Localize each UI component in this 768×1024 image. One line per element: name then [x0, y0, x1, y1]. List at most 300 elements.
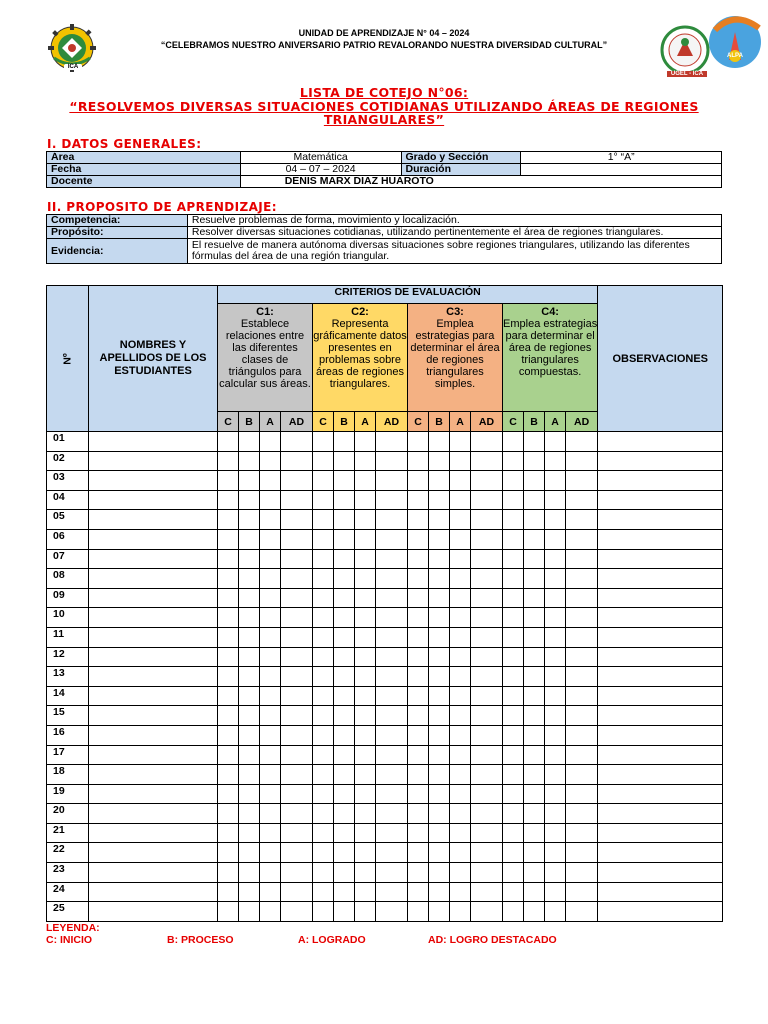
score-cell[interactable]	[313, 490, 334, 510]
score-cell[interactable]	[218, 627, 239, 647]
score-cell[interactable]	[355, 745, 376, 765]
score-cell[interactable]	[545, 823, 566, 843]
score-cell[interactable]	[408, 863, 429, 883]
score-cell[interactable]	[376, 529, 408, 549]
score-cell[interactable]	[566, 627, 598, 647]
score-cell[interactable]	[281, 843, 313, 863]
score-cell[interactable]	[545, 647, 566, 667]
score-cell[interactable]	[524, 686, 545, 706]
score-cell[interactable]	[281, 471, 313, 491]
score-cell[interactable]	[281, 490, 313, 510]
score-cell[interactable]	[334, 608, 355, 628]
score-cell[interactable]	[566, 647, 598, 667]
score-cell[interactable]	[471, 686, 503, 706]
score-cell[interactable]	[260, 490, 281, 510]
score-cell[interactable]	[450, 569, 471, 589]
score-cell[interactable]	[545, 451, 566, 471]
observation-cell[interactable]	[598, 725, 723, 745]
student-name-cell[interactable]	[89, 588, 218, 608]
score-cell[interactable]	[545, 745, 566, 765]
score-cell[interactable]	[281, 686, 313, 706]
score-cell[interactable]	[313, 432, 334, 452]
score-cell[interactable]	[376, 765, 408, 785]
score-cell[interactable]	[218, 882, 239, 902]
score-cell[interactable]	[566, 588, 598, 608]
observation-cell[interactable]	[598, 529, 723, 549]
score-cell[interactable]	[408, 823, 429, 843]
score-cell[interactable]	[545, 588, 566, 608]
score-cell[interactable]	[429, 588, 450, 608]
score-cell[interactable]	[281, 627, 313, 647]
score-cell[interactable]	[503, 627, 524, 647]
score-cell[interactable]	[376, 451, 408, 471]
score-cell[interactable]	[566, 510, 598, 530]
score-cell[interactable]	[281, 882, 313, 902]
score-cell[interactable]	[545, 804, 566, 824]
score-cell[interactable]	[218, 765, 239, 785]
score-cell[interactable]	[334, 863, 355, 883]
score-cell[interactable]	[545, 627, 566, 647]
score-cell[interactable]	[260, 569, 281, 589]
score-cell[interactable]	[503, 863, 524, 883]
score-cell[interactable]	[260, 902, 281, 922]
score-cell[interactable]	[545, 882, 566, 902]
score-cell[interactable]	[218, 588, 239, 608]
score-cell[interactable]	[503, 804, 524, 824]
score-cell[interactable]	[218, 549, 239, 569]
score-cell[interactable]	[566, 843, 598, 863]
score-cell[interactable]	[524, 784, 545, 804]
score-cell[interactable]	[471, 823, 503, 843]
score-cell[interactable]	[471, 706, 503, 726]
score-cell[interactable]	[218, 510, 239, 530]
score-cell[interactable]	[450, 882, 471, 902]
score-cell[interactable]	[376, 588, 408, 608]
score-cell[interactable]	[450, 647, 471, 667]
observation-cell[interactable]	[598, 686, 723, 706]
score-cell[interactable]	[471, 549, 503, 569]
score-cell[interactable]	[429, 725, 450, 745]
score-cell[interactable]	[281, 706, 313, 726]
score-cell[interactable]	[524, 608, 545, 628]
score-cell[interactable]	[239, 745, 260, 765]
student-name-cell[interactable]	[89, 647, 218, 667]
score-cell[interactable]	[355, 725, 376, 745]
score-cell[interactable]	[355, 529, 376, 549]
score-cell[interactable]	[566, 686, 598, 706]
score-cell[interactable]	[524, 706, 545, 726]
score-cell[interactable]	[376, 490, 408, 510]
score-cell[interactable]	[281, 549, 313, 569]
score-cell[interactable]	[313, 569, 334, 589]
score-cell[interactable]	[260, 823, 281, 843]
score-cell[interactable]	[450, 549, 471, 569]
score-cell[interactable]	[355, 608, 376, 628]
score-cell[interactable]	[260, 804, 281, 824]
score-cell[interactable]	[450, 451, 471, 471]
score-cell[interactable]	[408, 647, 429, 667]
score-cell[interactable]	[545, 549, 566, 569]
score-cell[interactable]	[545, 569, 566, 589]
score-cell[interactable]	[503, 784, 524, 804]
score-cell[interactable]	[545, 490, 566, 510]
score-cell[interactable]	[239, 627, 260, 647]
score-cell[interactable]	[503, 510, 524, 530]
score-cell[interactable]	[313, 471, 334, 491]
score-cell[interactable]	[471, 529, 503, 549]
score-cell[interactable]	[218, 804, 239, 824]
score-cell[interactable]	[218, 725, 239, 745]
student-name-cell[interactable]	[89, 725, 218, 745]
score-cell[interactable]	[450, 686, 471, 706]
score-cell[interactable]	[239, 451, 260, 471]
score-cell[interactable]	[313, 745, 334, 765]
score-cell[interactable]	[566, 725, 598, 745]
score-cell[interactable]	[503, 608, 524, 628]
score-cell[interactable]	[334, 882, 355, 902]
score-cell[interactable]	[260, 471, 281, 491]
score-cell[interactable]	[313, 725, 334, 745]
score-cell[interactable]	[239, 549, 260, 569]
student-name-cell[interactable]	[89, 490, 218, 510]
student-name-cell[interactable]	[89, 784, 218, 804]
score-cell[interactable]	[334, 432, 355, 452]
score-cell[interactable]	[239, 510, 260, 530]
student-name-cell[interactable]	[89, 471, 218, 491]
score-cell[interactable]	[429, 843, 450, 863]
score-cell[interactable]	[355, 451, 376, 471]
score-cell[interactable]	[218, 608, 239, 628]
score-cell[interactable]	[429, 823, 450, 843]
score-cell[interactable]	[260, 784, 281, 804]
score-cell[interactable]	[545, 863, 566, 883]
score-cell[interactable]	[376, 863, 408, 883]
score-cell[interactable]	[281, 588, 313, 608]
score-cell[interactable]	[260, 627, 281, 647]
score-cell[interactable]	[355, 667, 376, 687]
score-cell[interactable]	[408, 432, 429, 452]
score-cell[interactable]	[566, 863, 598, 883]
score-cell[interactable]	[524, 569, 545, 589]
score-cell[interactable]	[524, 490, 545, 510]
score-cell[interactable]	[471, 432, 503, 452]
score-cell[interactable]	[355, 490, 376, 510]
score-cell[interactable]	[524, 471, 545, 491]
score-cell[interactable]	[334, 784, 355, 804]
score-cell[interactable]	[503, 667, 524, 687]
score-cell[interactable]	[429, 882, 450, 902]
score-cell[interactable]	[503, 843, 524, 863]
score-cell[interactable]	[239, 843, 260, 863]
score-cell[interactable]	[218, 569, 239, 589]
score-cell[interactable]	[566, 784, 598, 804]
score-cell[interactable]	[281, 667, 313, 687]
score-cell[interactable]	[545, 432, 566, 452]
score-cell[interactable]	[334, 667, 355, 687]
score-cell[interactable]	[239, 882, 260, 902]
score-cell[interactable]	[355, 647, 376, 667]
score-cell[interactable]	[260, 765, 281, 785]
score-cell[interactable]	[313, 588, 334, 608]
score-cell[interactable]	[355, 686, 376, 706]
observation-cell[interactable]	[598, 608, 723, 628]
score-cell[interactable]	[355, 784, 376, 804]
score-cell[interactable]	[503, 823, 524, 843]
score-cell[interactable]	[355, 471, 376, 491]
score-cell[interactable]	[281, 765, 313, 785]
score-cell[interactable]	[524, 588, 545, 608]
score-cell[interactable]	[408, 745, 429, 765]
score-cell[interactable]	[566, 608, 598, 628]
score-cell[interactable]	[429, 471, 450, 491]
score-cell[interactable]	[218, 647, 239, 667]
score-cell[interactable]	[218, 745, 239, 765]
score-cell[interactable]	[281, 608, 313, 628]
score-cell[interactable]	[408, 667, 429, 687]
score-cell[interactable]	[450, 863, 471, 883]
observation-cell[interactable]	[598, 823, 723, 843]
score-cell[interactable]	[355, 843, 376, 863]
observation-cell[interactable]	[598, 902, 723, 922]
score-cell[interactable]	[408, 471, 429, 491]
observation-cell[interactable]	[598, 745, 723, 765]
score-cell[interactable]	[566, 765, 598, 785]
observation-cell[interactable]	[598, 451, 723, 471]
score-cell[interactable]	[239, 686, 260, 706]
score-cell[interactable]	[260, 529, 281, 549]
score-cell[interactable]	[218, 902, 239, 922]
score-cell[interactable]	[524, 823, 545, 843]
score-cell[interactable]	[545, 686, 566, 706]
score-cell[interactable]	[239, 784, 260, 804]
score-cell[interactable]	[429, 745, 450, 765]
student-name-cell[interactable]	[89, 510, 218, 530]
score-cell[interactable]	[408, 706, 429, 726]
score-cell[interactable]	[566, 432, 598, 452]
score-cell[interactable]	[218, 471, 239, 491]
score-cell[interactable]	[450, 725, 471, 745]
score-cell[interactable]	[313, 667, 334, 687]
score-cell[interactable]	[260, 451, 281, 471]
score-cell[interactable]	[408, 451, 429, 471]
score-cell[interactable]	[218, 529, 239, 549]
score-cell[interactable]	[524, 529, 545, 549]
score-cell[interactable]	[334, 745, 355, 765]
observation-cell[interactable]	[598, 784, 723, 804]
score-cell[interactable]	[281, 647, 313, 667]
observation-cell[interactable]	[598, 549, 723, 569]
observation-cell[interactable]	[598, 706, 723, 726]
score-cell[interactable]	[260, 706, 281, 726]
student-name-cell[interactable]	[89, 882, 218, 902]
observation-cell[interactable]	[598, 490, 723, 510]
student-name-cell[interactable]	[89, 627, 218, 647]
score-cell[interactable]	[408, 549, 429, 569]
score-cell[interactable]	[503, 529, 524, 549]
score-cell[interactable]	[376, 510, 408, 530]
score-cell[interactable]	[524, 745, 545, 765]
score-cell[interactable]	[355, 627, 376, 647]
score-cell[interactable]	[471, 471, 503, 491]
score-cell[interactable]	[471, 608, 503, 628]
observation-cell[interactable]	[598, 882, 723, 902]
score-cell[interactable]	[450, 627, 471, 647]
score-cell[interactable]	[545, 725, 566, 745]
score-cell[interactable]	[313, 823, 334, 843]
score-cell[interactable]	[355, 588, 376, 608]
score-cell[interactable]	[376, 471, 408, 491]
score-cell[interactable]	[450, 667, 471, 687]
score-cell[interactable]	[524, 549, 545, 569]
score-cell[interactable]	[239, 804, 260, 824]
score-cell[interactable]	[450, 471, 471, 491]
score-cell[interactable]	[239, 823, 260, 843]
student-name-cell[interactable]	[89, 823, 218, 843]
score-cell[interactable]	[524, 510, 545, 530]
score-cell[interactable]	[408, 529, 429, 549]
score-cell[interactable]	[566, 667, 598, 687]
score-cell[interactable]	[376, 432, 408, 452]
score-cell[interactable]	[408, 608, 429, 628]
score-cell[interactable]	[313, 882, 334, 902]
score-cell[interactable]	[429, 432, 450, 452]
score-cell[interactable]	[429, 804, 450, 824]
score-cell[interactable]	[239, 529, 260, 549]
score-cell[interactable]	[471, 804, 503, 824]
score-cell[interactable]	[313, 843, 334, 863]
score-cell[interactable]	[408, 902, 429, 922]
score-cell[interactable]	[260, 588, 281, 608]
score-cell[interactable]	[408, 725, 429, 745]
observation-cell[interactable]	[598, 627, 723, 647]
score-cell[interactable]	[334, 902, 355, 922]
score-cell[interactable]	[260, 745, 281, 765]
observation-cell[interactable]	[598, 569, 723, 589]
score-cell[interactable]	[334, 823, 355, 843]
score-cell[interactable]	[471, 882, 503, 902]
score-cell[interactable]	[408, 882, 429, 902]
score-cell[interactable]	[429, 627, 450, 647]
student-name-cell[interactable]	[89, 765, 218, 785]
score-cell[interactable]	[503, 432, 524, 452]
score-cell[interactable]	[376, 549, 408, 569]
score-cell[interactable]	[334, 588, 355, 608]
score-cell[interactable]	[524, 882, 545, 902]
score-cell[interactable]	[281, 745, 313, 765]
score-cell[interactable]	[376, 882, 408, 902]
score-cell[interactable]	[408, 804, 429, 824]
score-cell[interactable]	[450, 902, 471, 922]
score-cell[interactable]	[281, 863, 313, 883]
observation-cell[interactable]	[598, 647, 723, 667]
score-cell[interactable]	[260, 882, 281, 902]
score-cell[interactable]	[503, 745, 524, 765]
score-cell[interactable]	[408, 510, 429, 530]
score-cell[interactable]	[334, 490, 355, 510]
score-cell[interactable]	[408, 569, 429, 589]
score-cell[interactable]	[260, 432, 281, 452]
score-cell[interactable]	[450, 490, 471, 510]
score-cell[interactable]	[545, 510, 566, 530]
score-cell[interactable]	[334, 510, 355, 530]
score-cell[interactable]	[260, 608, 281, 628]
observation-cell[interactable]	[598, 510, 723, 530]
score-cell[interactable]	[334, 804, 355, 824]
score-cell[interactable]	[503, 588, 524, 608]
observation-cell[interactable]	[598, 863, 723, 883]
student-name-cell[interactable]	[89, 843, 218, 863]
score-cell[interactable]	[218, 784, 239, 804]
score-cell[interactable]	[376, 627, 408, 647]
score-cell[interactable]	[429, 569, 450, 589]
score-cell[interactable]	[334, 765, 355, 785]
score-cell[interactable]	[566, 451, 598, 471]
score-cell[interactable]	[218, 432, 239, 452]
score-cell[interactable]	[218, 667, 239, 687]
score-cell[interactable]	[524, 843, 545, 863]
score-cell[interactable]	[355, 432, 376, 452]
student-name-cell[interactable]	[89, 569, 218, 589]
score-cell[interactable]	[218, 706, 239, 726]
score-cell[interactable]	[566, 549, 598, 569]
score-cell[interactable]	[450, 745, 471, 765]
student-name-cell[interactable]	[89, 608, 218, 628]
score-cell[interactable]	[239, 432, 260, 452]
score-cell[interactable]	[313, 647, 334, 667]
score-cell[interactable]	[429, 765, 450, 785]
score-cell[interactable]	[503, 569, 524, 589]
score-cell[interactable]	[566, 745, 598, 765]
score-cell[interactable]	[566, 529, 598, 549]
score-cell[interactable]	[471, 784, 503, 804]
score-cell[interactable]	[260, 863, 281, 883]
score-cell[interactable]	[545, 902, 566, 922]
score-cell[interactable]	[429, 863, 450, 883]
score-cell[interactable]	[471, 510, 503, 530]
score-cell[interactable]	[334, 569, 355, 589]
score-cell[interactable]	[239, 725, 260, 745]
student-name-cell[interactable]	[89, 804, 218, 824]
score-cell[interactable]	[281, 451, 313, 471]
score-cell[interactable]	[313, 765, 334, 785]
score-cell[interactable]	[260, 647, 281, 667]
score-cell[interactable]	[503, 549, 524, 569]
score-cell[interactable]	[471, 588, 503, 608]
score-cell[interactable]	[429, 784, 450, 804]
score-cell[interactable]	[281, 804, 313, 824]
score-cell[interactable]	[408, 843, 429, 863]
score-cell[interactable]	[429, 529, 450, 549]
score-cell[interactable]	[545, 529, 566, 549]
score-cell[interactable]	[239, 569, 260, 589]
student-name-cell[interactable]	[89, 451, 218, 471]
student-name-cell[interactable]	[89, 706, 218, 726]
score-cell[interactable]	[429, 549, 450, 569]
score-cell[interactable]	[429, 608, 450, 628]
score-cell[interactable]	[450, 823, 471, 843]
score-cell[interactable]	[334, 451, 355, 471]
score-cell[interactable]	[376, 608, 408, 628]
score-cell[interactable]	[524, 451, 545, 471]
score-cell[interactable]	[471, 902, 503, 922]
score-cell[interactable]	[281, 432, 313, 452]
score-cell[interactable]	[408, 765, 429, 785]
score-cell[interactable]	[545, 706, 566, 726]
score-cell[interactable]	[545, 843, 566, 863]
score-cell[interactable]	[313, 451, 334, 471]
observation-cell[interactable]	[598, 765, 723, 785]
score-cell[interactable]	[355, 706, 376, 726]
